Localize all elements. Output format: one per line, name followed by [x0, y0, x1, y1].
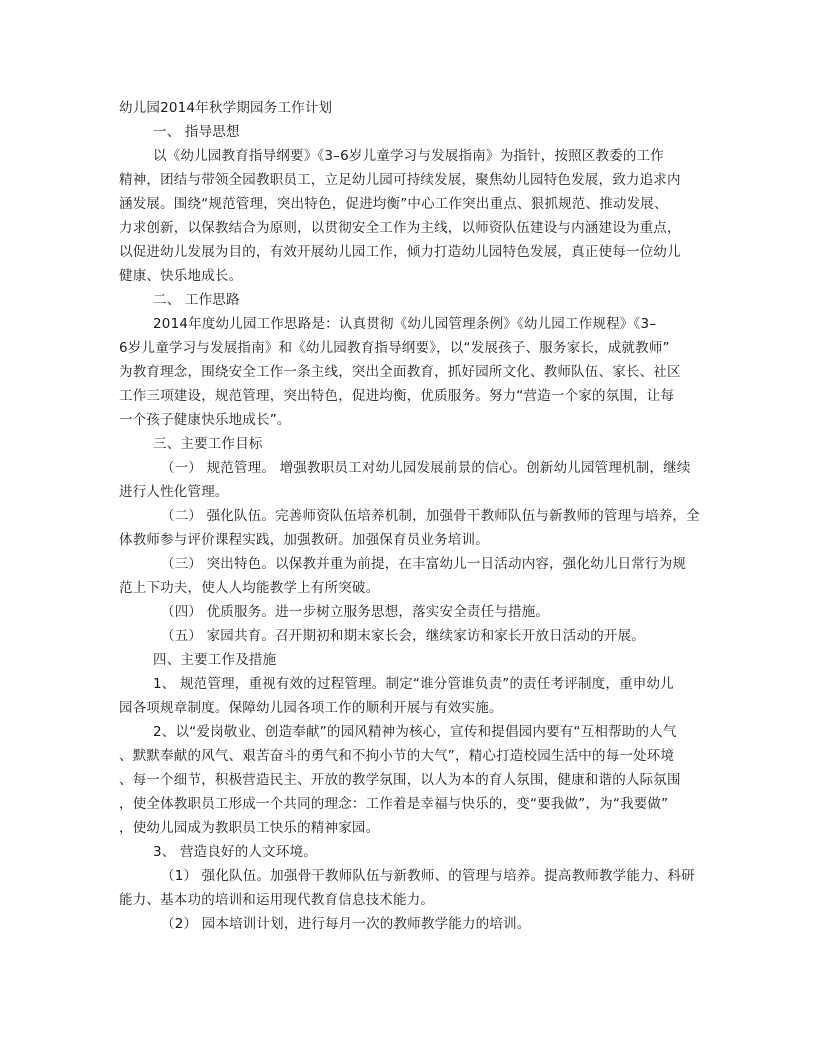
paragraph-line: 3、 营造良好的人文环境。	[153, 844, 317, 860]
section-heading-4: 四、主要工作及措施	[153, 652, 277, 668]
paragraph-line: 以《幼儿园教育指导纲要》《3–6岁儿童学习与发展指南》为指针，按照区教委的工作	[153, 148, 664, 164]
measure-item-line: （1） 强化队伍。加强骨干教师队伍与新教师、的管理与培养。提高教师教学能力、科研	[161, 868, 695, 884]
goal-item-line: （四） 优质服务。进一步树立服务思想，落实安全责任与措施。	[161, 604, 550, 620]
paragraph-line: 健康、快乐地成长。	[119, 268, 243, 284]
paragraph-line: 园各项规章制度。保障幼儿园各项工作的顺利开展与有效实施。	[119, 700, 503, 716]
paragraph-line: 精神，团结与带领全园教职员工，立足幼儿园可持续发展，聚焦幼儿园特色发展，致力追求内	[119, 172, 681, 188]
paragraph-line: 为教育理念，围绕安全工作一条主线，突出全面教育，抓好园所文化、教师队伍、家长、社区	[119, 364, 681, 380]
goal-item-line: 范上下功夫，使人人均能教学上有所突破。	[119, 580, 380, 596]
section-heading-3: 三、主要工作目标	[153, 436, 263, 452]
measure-item-line: （2） 园本培训计划，进行每月一次的教师教学能力的培训。	[161, 916, 531, 932]
document-page	[119, 96, 704, 936]
goal-item-line: 体教师参与评价课程实践，加强教研。加强保育员业务培训。	[119, 532, 489, 548]
paragraph-line: 2014年度幼儿园工作思路是：认真贯彻《幼儿园管理条例》《幼儿园工作规程》《3–	[153, 316, 657, 332]
measure-item-line: 能力、基本功的培训和运用现代教育信息技术能力。	[119, 892, 435, 908]
paragraph-line: ，使幼儿园成为教职员工快乐的精神家园。	[119, 820, 380, 836]
paragraph-line: 、每一个细节，积极营造民主、开放的教学氛围，以人为本的育人氛围，健康和谐的人际氛围	[119, 772, 681, 788]
paragraph-line: 力求创新，以保教结合为原则，以贯彻安全工作为主线，以师资队伍建设与内涵建设为重点，	[119, 220, 681, 236]
paragraph-line: 1、 规范管理，重视有效的过程管理。制定“谁分管谁负责”的责任考评制度，重申幼儿	[153, 676, 674, 692]
paragraph-line: 涵发展。围绕“规范管理，突出特色，促进均衡”中心工作突出重点、狠抓规范、推动发展、	[119, 196, 668, 212]
paragraph-line: 2、以“爱岗敬业、创造奉献”的园风精神为核心，宣传和提倡园内要有“互相帮助的人气	[153, 724, 677, 740]
goal-item-line: （一） 规范管理。 增强教职员工对幼儿园发展前景的信心。创新幼儿园管理机制，继续	[161, 460, 691, 476]
paragraph-line: 以促进幼儿发展为目的，有效开展幼儿园工作，倾力打造幼儿园特色发展，真正使每一位幼儿	[119, 244, 681, 260]
paragraph-line: 工作三项建设，规范管理，突出特色，促进均衡，优质服务。努力“营造一个家的氛围，让每	[119, 388, 675, 404]
paragraph-line: 、默默奉献的风气、艰苦奋斗的勇气和不拘小节的大气”，精心打造校园生活中的每一处环境	[119, 748, 675, 764]
goal-item-line: （二） 强化队伍。完善师资队伍培养机制，加强骨干教师队伍与新教师的管理与培养，全	[161, 508, 700, 524]
paragraph-line: 6岁儿童学习与发展指南》和《幼儿园教育指导纲要》，以“发展孩子、服务家长，成就教师”	[119, 340, 670, 356]
goal-item-line: （三） 突出特色。以保教并重为前提，在丰富幼儿一日活动内容，强化幼儿日常行为规	[161, 556, 687, 572]
section-heading-2: 二、 工作思路	[153, 292, 240, 308]
paragraph-line: ，使全体教职员工形成一个共同的理念：工作着是幸福与快乐的，变“要我做”，为“我要做”	[119, 796, 669, 812]
document-title: 幼儿园2014年秋学期园务工作计划	[119, 100, 333, 116]
goal-item-line: 进行人性化管理。	[119, 484, 229, 500]
paragraph-line: 一个孩子健康快乐地成长”。	[119, 412, 291, 428]
section-heading-1: 一、 指导思想	[153, 124, 240, 140]
goal-item-line: （五） 家园共育。召开期初和期末家长会，继续家访和家长开放日活动的开展。	[161, 628, 645, 644]
